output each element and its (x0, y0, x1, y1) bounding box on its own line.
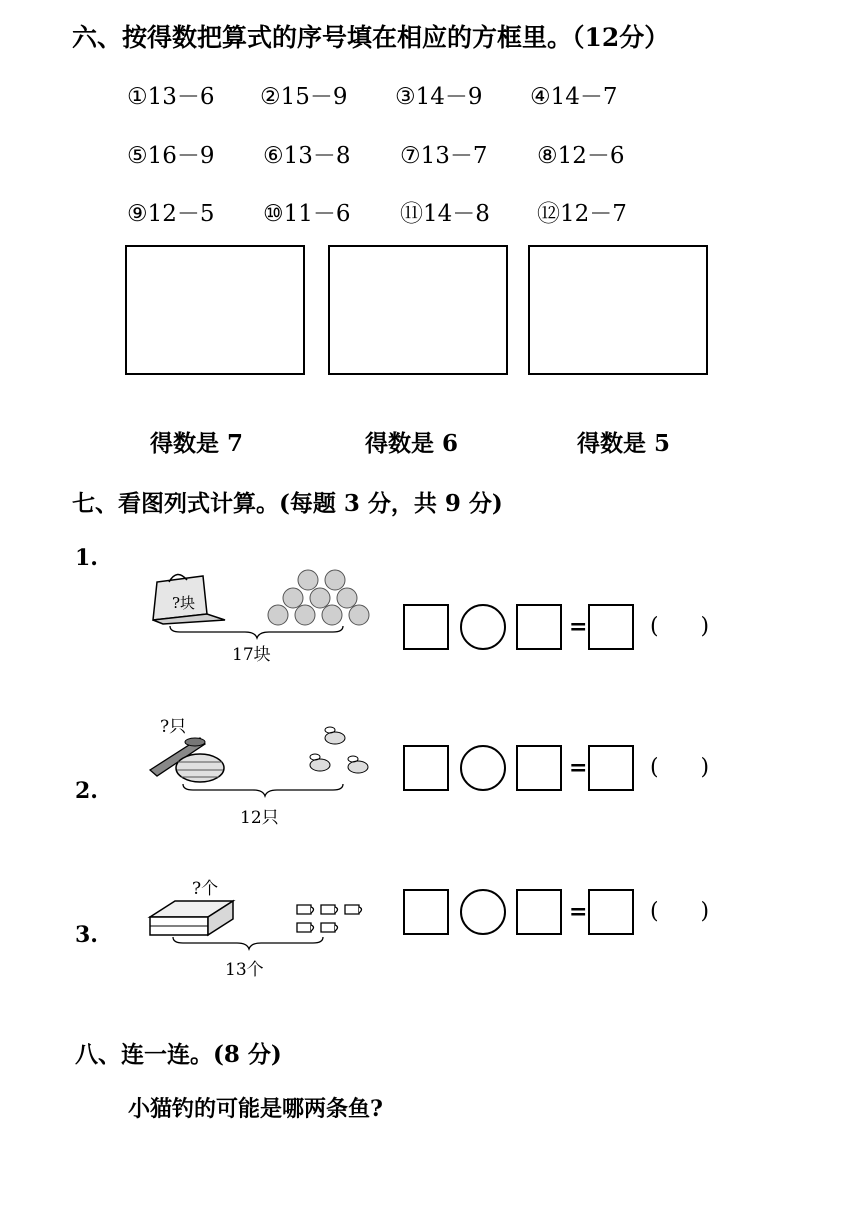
problem-3-operator-circle[interactable] (460, 889, 506, 935)
problem-2-result-box[interactable] (588, 745, 634, 791)
problem-1-number: 1. (75, 545, 98, 571)
problem-2-operator-circle[interactable] (460, 745, 506, 791)
answer-box-6[interactable] (328, 245, 508, 375)
expression-6: ⑥13－8 (263, 143, 351, 169)
problem-2-number: 2. (75, 778, 98, 804)
problem-3-total: 13个 (225, 960, 264, 980)
problem-1-unit-paren[interactable]: ( ) (650, 614, 710, 639)
problem-3-equals: = (569, 899, 588, 925)
problem-3-number: 3. (75, 922, 98, 948)
problem-1-operand-box-1[interactable] (403, 604, 449, 650)
expression-11: ⑪14－8 (400, 201, 490, 227)
box-label-6: 得数是 6 (365, 430, 459, 457)
problem-3-unknown: ?个 (192, 879, 219, 899)
box-label-5: 得数是 5 (577, 430, 671, 457)
problem-3-operand-box-1[interactable] (403, 889, 449, 935)
problem-2-operand-box-1[interactable] (403, 745, 449, 791)
expression-2: ②15－9 (260, 84, 348, 110)
expression-9: ⑨12－5 (127, 201, 215, 227)
section8-question: 小猫钓的可能是哪两条鱼? (128, 1096, 383, 1122)
problem-3-operand-box-2[interactable] (516, 889, 562, 935)
problem-1-equals: = (569, 614, 588, 640)
section6-title: 六、按得数把算式的序号填在相应的方框里。（12分） (72, 23, 670, 52)
problem-2-total: 12只 (240, 808, 279, 828)
problem-2-equals: = (569, 755, 588, 781)
expression-1: ①13－6 (127, 84, 215, 110)
expression-8: ⑧12－6 (537, 143, 625, 169)
problem-2-unknown: ?只 (160, 717, 187, 737)
problem-1-unknown: ?块 (172, 594, 196, 612)
expression-12: ⑫12－7 (537, 201, 627, 227)
expression-5: ⑤16－9 (127, 143, 215, 169)
expression-4: ④14－7 (530, 84, 618, 110)
problem-1-operator-circle[interactable] (460, 604, 506, 650)
section8-title: 八、连一连。(8 分) (75, 1041, 282, 1068)
expression-10: ⑩11－6 (263, 201, 351, 227)
cup-box-illustration (145, 895, 385, 955)
problem-1-operand-box-2[interactable] (516, 604, 562, 650)
problem-3-result-box[interactable] (588, 889, 634, 935)
problem-2-operand-box-2[interactable] (516, 745, 562, 791)
problem-1-total: 17块 (232, 645, 271, 665)
answer-box-5[interactable] (528, 245, 708, 375)
answer-box-7[interactable] (125, 245, 305, 375)
problem-1-result-box[interactable] (588, 604, 634, 650)
expression-7: ⑦13－7 (400, 143, 488, 169)
problem-2-unit-paren[interactable]: ( ) (650, 755, 710, 780)
section7-title: 七、看图列式计算。(每题 3 分，共 9 分) (72, 490, 503, 517)
problem-3-unit-paren[interactable]: ( ) (650, 899, 710, 924)
beehive-illustration (145, 720, 385, 800)
expression-3: ③14－9 (395, 84, 483, 110)
box-label-7: 得数是 7 (150, 430, 244, 457)
